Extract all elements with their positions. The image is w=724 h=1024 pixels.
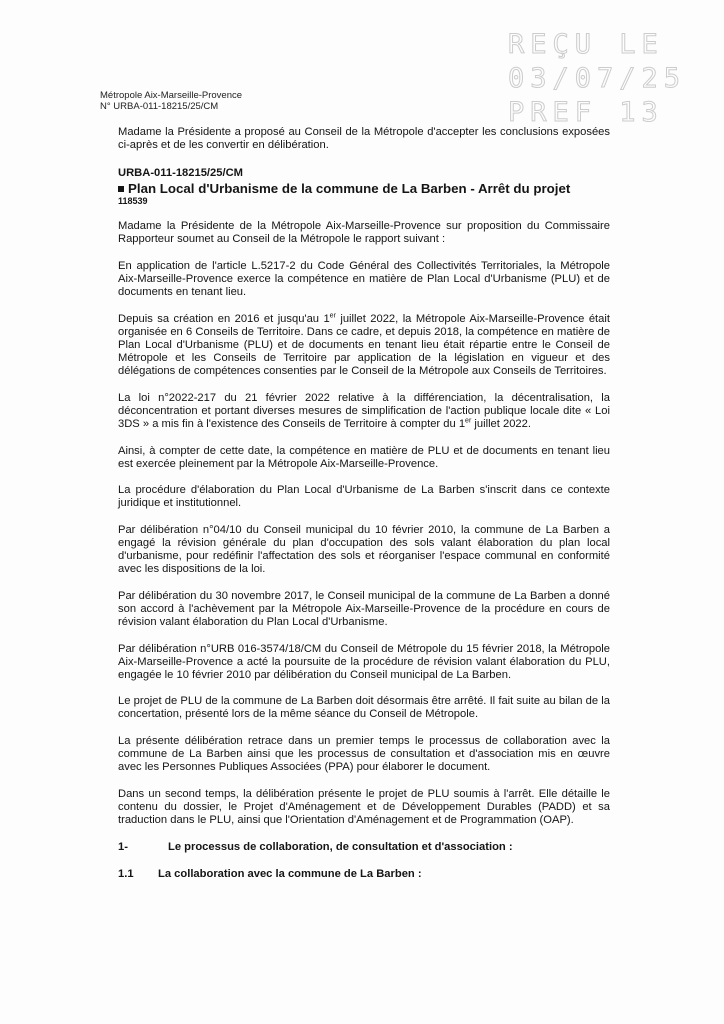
stamp-line: REÇU LE <box>508 29 664 60</box>
deliberation-number: 118539 <box>118 196 148 207</box>
superscript: er <box>465 417 472 425</box>
paragraph: La présente délibération retrace dans un premier temps le processus de collaboration avec la commune de La Barben ainsi que les processus de consultation et d'association mis en œuvre avec les Personnes Publiques Associées (PPA) pour élaborer le document. <box>118 735 610 774</box>
organization-name: Métropole Aix-Marseille-Provence <box>100 90 243 101</box>
section-label: La collaboration avec la commune de La Barben : <box>158 867 422 880</box>
section-label: Le processus de collaboration, de consultation et d'association : <box>168 840 513 853</box>
paragraph: En application de l'article L.5217-2 du Code Général des Collectivités Territoriales, la Métropole Aix-Marseille-Provence exerce la compétence en matière de Plan Local d'Urbanisme (PLU) et de documents en tenant lieu. <box>118 259 610 299</box>
paragraph: Par délibération du 30 novembre 2017, le Conseil municipal de la commune de La Barben a donné son accord à l'achèvement par la Métropole Aix-Marseille-Provence de la procédure en cours de révision valant élaboration du Plan Local d'Urbanisme. <box>118 589 610 628</box>
paragraph-text: juillet 2022. <box>471 417 531 430</box>
section-number: 1.1 <box>118 867 134 880</box>
section-number: 1- <box>118 840 128 853</box>
document-body <box>118 126 610 895</box>
paragraph: Par délibération n°04/10 du Conseil municipal du 10 février 2010, la commune de La Barben a engagé la révision générale du plan d'occupation des sols valant élaboration du plan local d'urbanisme, pour redéfinir l'affectation des sols et réorganiser l'espace communal en conformité avec les dispositions de la loi. <box>118 523 610 576</box>
paragraph: Ainsi, à compter de cette date, la compétence en matière de PLU et de documents en tenant lieu est exercée pleinement par la Métropole Aix-Marseille-Provence. <box>118 444 610 470</box>
paragraph-text: La loi n°2022-217 du 21 février 2022 relative à la différenciation, la décentralisation, la déconcentration et portant diverses mesures de simplification de l'action publique locale dite « Loi 3DS » a mis fin à l'existence des Conseils de Territoire à compter du 1 <box>118 391 610 430</box>
deliberation-title <box>118 181 610 196</box>
paragraph <box>118 313 610 378</box>
paragraph: Dans un second temps, la délibération présente le projet de PLU soumis à l'arrêt. Elle détaille le contenu du dossier, le Projet d'Aménagement et de Développement Durables (PADD) et sa traduction dans le PLU, ainsi que l'Orientation d'Aménagement et de Programmation (OAP). <box>118 787 610 826</box>
bullet-icon <box>118 186 124 192</box>
document-header <box>100 90 242 112</box>
stamp-line: PREF 13 <box>508 97 664 128</box>
paragraph <box>118 392 610 431</box>
section-heading-1-1 <box>118 868 610 881</box>
superscript: er <box>329 312 336 320</box>
paragraph: Par délibération n°URB 016-3574/18/CM du Conseil de Métropole du 15 février 2018, la Métropole Aix-Marseille-Provence a acté la poursuite de la procédure de révision valant élaboration du PLU, engagée le 10 février 2010 par délibération du Conseil municipal de La Barben. <box>118 642 610 681</box>
intro-paragraph: Madame la Présidente a proposé au Conseil de la Métropole d'accepter les conclusions exposées ci-après et de les convertir en délibération. <box>118 126 610 152</box>
paragraph-text: juillet 2022, la Métropole Aix-Marseille-Provence était organisée en 6 Conseils de Territoire. Dans ce cadre, et depuis 2018, la compétence en matière de Plan Local d'Urbanisme (PLU) et de documents en tenant lieu était répartie entre le Conseil de Métropole et les Conseils de Territoire par application de la législation en vigueur et des délégations de compétences consenties par le Conseil de la Métropole aux Conseils de Territoires. <box>118 312 610 378</box>
document-reference: N° URBA-011-18215/25/CM <box>100 101 219 112</box>
paragraph-text: Depuis sa création en 2016 et jusqu'au 1 <box>118 312 330 325</box>
title-text: Plan Local d'Urbanisme de la commune de La Barben - Arrêt du projet <box>128 181 571 197</box>
section-heading-1 <box>118 841 610 854</box>
paragraph: Le projet de PLU de la commune de La Barben doit désormais être arrêté. Il fait suite au bilan de la concertation, présenté lors de la même séance du Conseil de Métropole. <box>118 695 610 721</box>
paragraph: La procédure d'élaboration du Plan Local d'Urbanisme de La Barben s'inscrit dans ce contexte juridique et institutionnel. <box>118 484 610 510</box>
stamp-line: 03/07/25 <box>508 63 687 94</box>
deliberation-code: URBA-011-18215/25/CM <box>118 167 243 180</box>
paragraph: Madame la Présidente de la Métropole Aix-Marseille-Provence sur proposition du Commissaire Rapporteur soumet au Conseil de la Métropole le rapport suivant : <box>118 220 610 246</box>
received-stamp <box>508 28 714 130</box>
